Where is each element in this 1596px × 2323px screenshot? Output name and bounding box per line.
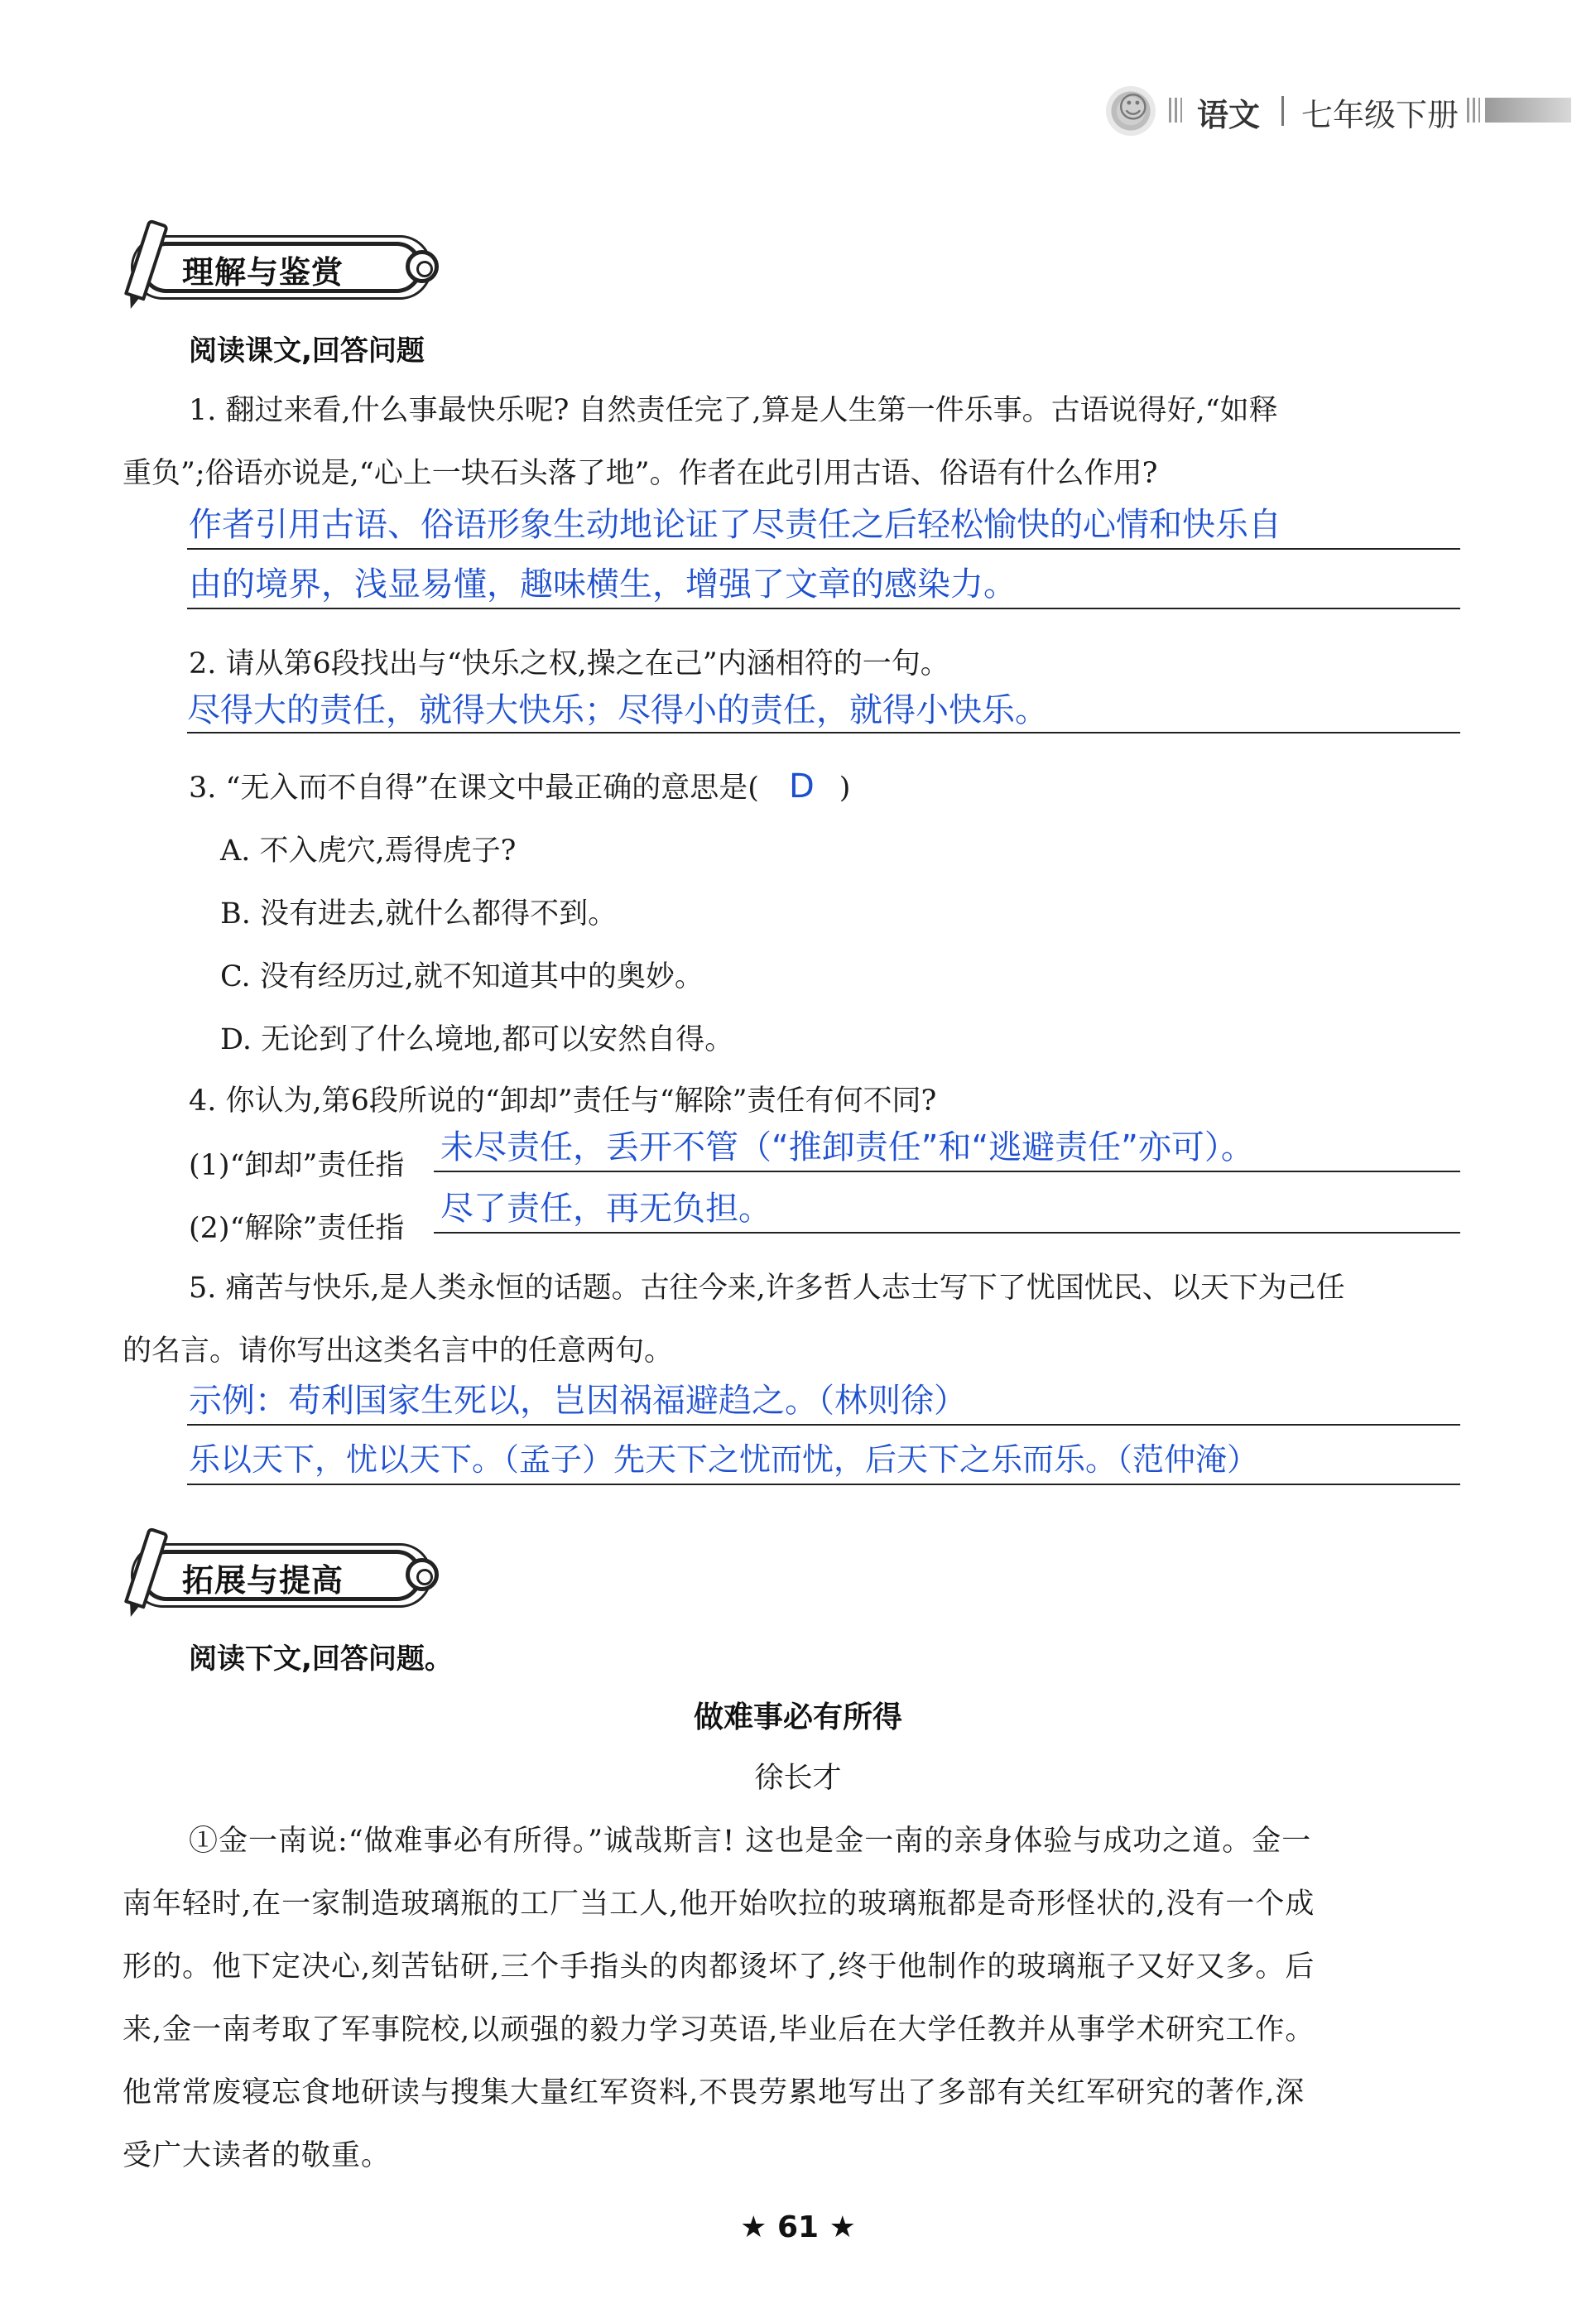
article-line: 南年轻时,在一家制造玻璃瓶的工厂当工人,他开始吹拉的玻璃瓶都是奇形怪状的,没有一个成 xyxy=(123,1888,1315,1921)
answer-4-part-2: 尽了责任，再无负担。 xyxy=(440,1190,772,1228)
question-4-part-1-label: (1)“卸却”责任指 xyxy=(189,1149,405,1182)
article-line: ①金一南说:“做难事必有所得。”诚哉斯言! 这也是金一南的亲身体验与成功之道。金一 xyxy=(189,1825,1312,1858)
answer-line xyxy=(187,1484,1460,1485)
question-1-line-1: 1. 翻过来看,什么事最快乐呢? 自然责任完了,算是人生第一件乐事。古语说得好,“如释 xyxy=(189,394,1278,427)
question-3-stem-after: ) xyxy=(839,772,851,805)
question-4-part-2-label: (2)“解除”责任指 xyxy=(189,1212,405,1245)
section-title: 拓展与提高 xyxy=(182,1562,344,1599)
article-line: 受广大读者的敬重。 xyxy=(123,2139,392,2172)
answer-5-line-2: 乐以天下，忧以天下。（孟子）先天下之忧而忧，后天下之乐而乐。（范仲淹） xyxy=(189,1441,1259,1478)
article-title: 做难事必有所得 xyxy=(693,1700,902,1734)
answer-2: 尽得大的责任，就得大快乐；尽得小的责任，就得小快乐。 xyxy=(187,691,1048,729)
instruction-text: 阅读下文,回答问题。 xyxy=(189,1642,453,1676)
question-2: 2. 请从第6段找出与“快乐之权,操之在己”内涵相符的一句。 xyxy=(189,647,949,681)
question-4: 4. 你认为,第6段所说的“卸却”责任与“解除”责任有何不同? xyxy=(189,1085,937,1118)
article-line: 来,金一南考取了军事院校,以顽强的毅力学习英语,毕业后在大学任教并从事学术研究工作。 xyxy=(123,2013,1315,2046)
section-title: 理解与鉴赏 xyxy=(182,254,344,291)
answer-line xyxy=(187,608,1460,609)
answer-5-line-1: 示例：苟利国家生死以，岂因祸福避趋之。（林则徐） xyxy=(189,1382,967,1420)
answer-line xyxy=(187,732,1460,733)
sun-logo-icon xyxy=(1106,86,1156,136)
question-3-stem xyxy=(189,765,850,806)
header-divider-bars-right xyxy=(1467,98,1480,123)
question-5-line-1: 5. 痛苦与快乐,是人类永恒的话题。古往今来,许多哲人志士写下了忧国忧民、以天下为己任 xyxy=(189,1272,1345,1305)
article-line: 他常常废寝忘食地研读与搜集大量红军资料,不畏劳累地写出了多部有关红军研究的著作,深 xyxy=(123,2076,1305,2109)
answer-line xyxy=(187,548,1460,550)
page-number: ★ 61 ★ xyxy=(740,2210,856,2244)
section-banner-extension xyxy=(124,1537,447,1613)
answer-4-part-1: 未尽责任，丢开不管（“推卸责任”和“逃避责任”亦可）。 xyxy=(440,1128,1254,1166)
question-3-stem-before: 3. “无入而不自得”在课文中最正确的意思是( xyxy=(189,772,759,805)
ring-icon xyxy=(406,1558,439,1591)
article-author: 徐长才 xyxy=(754,1762,842,1795)
header-grey-bar xyxy=(1485,98,1571,123)
answer-line xyxy=(434,1171,1460,1172)
option-d: D. 无论到了什么境地,都可以安然自得。 xyxy=(220,1023,734,1056)
header-divider-bars xyxy=(1169,98,1182,123)
instruction-text: 阅读课文,回答问题 xyxy=(189,334,425,368)
section-banner-understanding xyxy=(124,228,447,305)
header-grade: 七年级下册 xyxy=(1301,97,1459,133)
question-3-answer: D xyxy=(788,767,815,806)
answer-line xyxy=(187,1424,1460,1426)
question-1-line-2: 重负”;俗语亦说是,“心上一块石头落了地”。作者在此引用古语、俗语有什么作用? xyxy=(123,457,1158,490)
answer-1-line-1: 作者引用古语、俗语形象生动地论证了尽责任之后轻松愉快的心情和快乐自 xyxy=(189,506,1281,544)
ring-icon xyxy=(406,250,439,283)
question-5-line-2: 的名言。请你写出这类名言中的任意两句。 xyxy=(123,1335,674,1368)
option-c: C. 没有经历过,就不知道其中的奥妙。 xyxy=(220,960,704,993)
answer-line xyxy=(434,1232,1460,1234)
option-b: B. 没有进去,就什么都得不到。 xyxy=(220,897,618,931)
option-a: A. 不入虎穴,焉得虎子? xyxy=(220,834,517,868)
answer-1-line-2: 由的境界，浅显易懂，趣味横生，增强了文章的感染力。 xyxy=(189,565,1017,604)
article-line: 形的。他下定决心,刻苦钻研,三个手指头的肉都烫坏了,终于他制作的玻璃瓶子又好又多。后 xyxy=(123,1950,1315,1984)
header-subject: 语文 xyxy=(1197,97,1261,133)
header-separator xyxy=(1281,96,1284,126)
